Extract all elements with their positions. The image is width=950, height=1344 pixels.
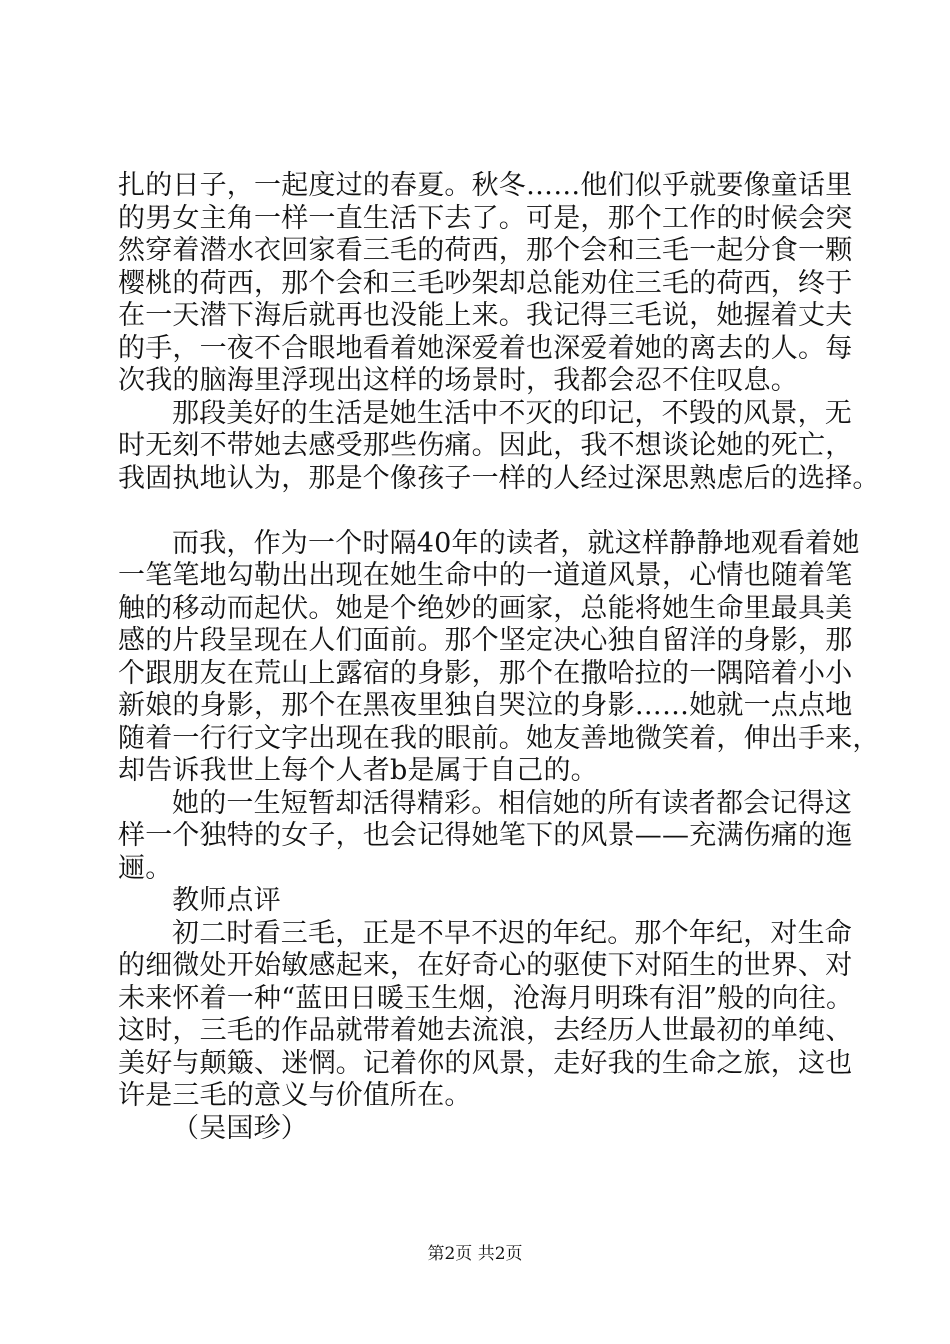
text-line: 许是三毛的意义与价值所在。	[118, 1080, 472, 1111]
text-line: 个跟朋友在荒山上露宿的身影，那个在撒哈拉的一隅陪着小小	[118, 657, 853, 689]
text-line: 新娘的身影，那个在黑夜里独自哭泣的身影……她就一点点地	[118, 690, 853, 721]
article-body	[118, 170, 880, 1145]
paragraph	[118, 397, 880, 496]
text-line: 一笔笔地勾勒出出现在她生命中的一道道风景，心情也随着笔	[118, 560, 853, 591]
paragraph	[118, 1113, 838, 1146]
text-line: 而我，作为一个时隔40年的读者，就这样静静地观看着她	[172, 527, 860, 559]
paragraph	[118, 787, 853, 886]
text-line: 感的片段呈现在人们面前。那个坚定决心独自留洋的身影，那	[118, 625, 853, 656]
text-line: 样一个独特的女子，也会记得她笔下的风景——充满伤痛的迤	[118, 820, 853, 851]
text-line: 这时，三毛的作品就带着她去流浪，去经历人世最初的单纯、	[118, 1015, 853, 1046]
text-line: 时无刻不带她去感受那些伤痛。因此，我不想谈论她的死亡，	[118, 430, 853, 461]
paragraph	[118, 527, 880, 788]
text-line: 触的移动而起伏。她是个绝妙的画家，总能将她生命里最具美	[118, 592, 853, 624]
text-line: 未来怀着一种“蓝田日暖玉生烟，沧海月明珠有泪”般的向往。	[118, 982, 854, 1014]
text-line: 在一天潜下海后就再也没能上来。我记得三毛说，她握着丈夫	[118, 300, 853, 331]
text-line: 逦。	[118, 852, 173, 884]
text-line: 然穿着潜水衣回家看三毛的荷西，那个会和三毛一起分食一颗	[118, 235, 853, 266]
page-footer: 第2页 共2页	[427, 1244, 523, 1264]
text-line: 却告诉我世上每个人者b是属于自己的。	[118, 755, 598, 786]
text-line: 教师点评	[172, 885, 281, 916]
text-line: 那段美好的生活是她生活中不灭的印记，不毁的风景，无	[172, 397, 852, 429]
text-line: 扎的日子，一起度过的春夏。秋冬……他们似乎就要像童话里	[118, 170, 853, 201]
text-line: 随着一行行文字出现在我的眼前。她友善地微笑着，伸出手来，	[118, 722, 880, 754]
text-line: 初二时看三毛，正是不早不迟的年纪。那个年纪，对生命	[172, 917, 852, 949]
paragraph	[118, 170, 853, 398]
text-line: 美好与颠簸、迷惘。记着你的风景，走好我的生命之旅，这也	[118, 1047, 853, 1079]
text-line: （吴国珍）	[172, 1112, 308, 1144]
text-line: 我固执地认为，那是个像孩子一样的人经过深思熟虑后的选择。	[118, 462, 880, 494]
text-line: 樱桃的荷西，那个会和三毛吵架却总能劝住三毛的荷西，终于	[118, 267, 853, 299]
blank-line	[118, 495, 838, 528]
paragraph	[118, 885, 838, 918]
text-line: 的手，一夜不合眼地看着她深爱着也深爱着她的离去的人。每	[118, 332, 853, 364]
paragraph	[118, 917, 854, 1113]
text-line: 她的一生短暂却活得精彩。相信她的所有读者都会记得这	[172, 787, 852, 819]
text-line: 次我的脑海里浮现出这样的场景时，我都会忍不住叹息。	[118, 365, 798, 396]
text-line: 的细微处开始敏感起来，在好奇心的驱使下对陌生的世界、对	[118, 950, 853, 981]
text-line: 的男女主角一样一直生活下去了。可是，那个工作的时候会突	[118, 202, 853, 234]
